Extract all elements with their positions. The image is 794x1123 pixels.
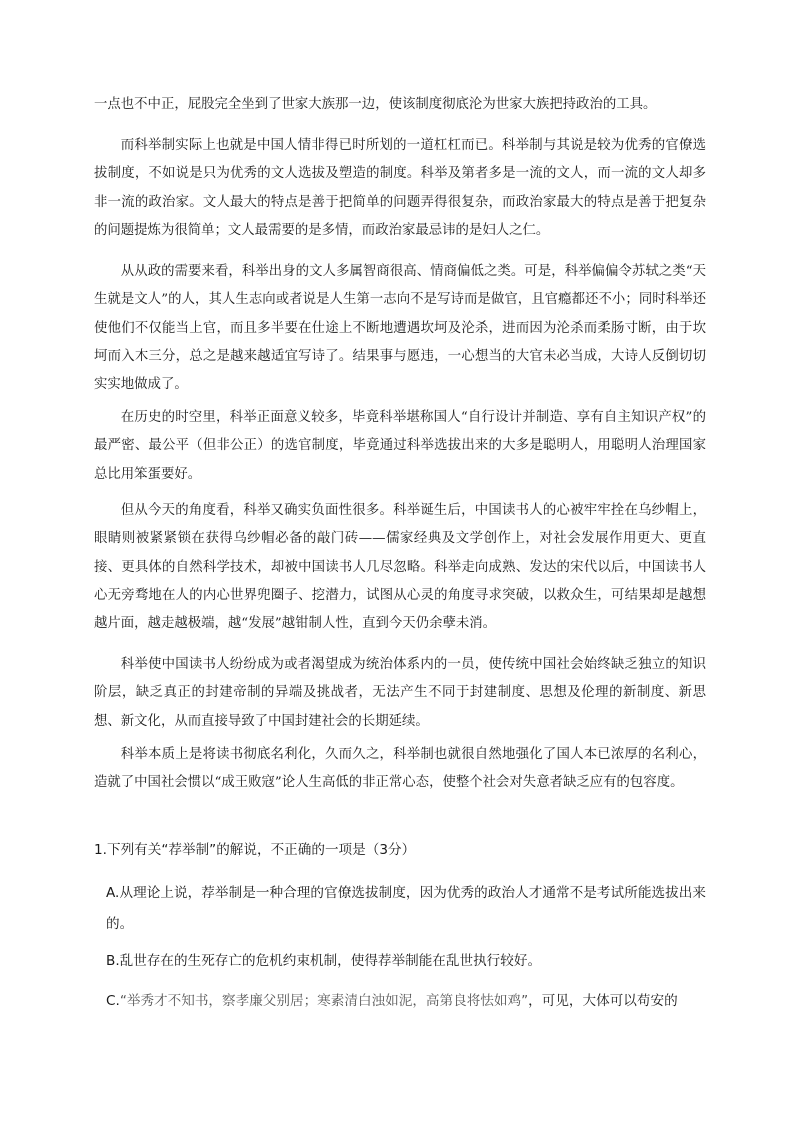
paragraph-3: 从从政的需要来看，科举出身的文人多属智商很高、情商偏低之类。可是，科举偏偏令苏轼之类“天生就是文人”的人，其人生志向或者说是人生第一志向不是写诗而是做官，且官瘾都还不小；同时科举还使他们不仅能当上官，而且多半要在仕途上不断地遭遇坎坷及沦杀，进而因为沦杀而柔肠寸断，由于坎坷而入木三分，总之是越来越适宜写诗了。结果事与愿违，一心想当的大官未必当成，大诗人反倒切切实实地做成了。 [94,264,706,393]
option-c-quote: “举秀才不知书，察孝廉父别居；寒素清白浊如泥，高第良将怯如鸡” [119,993,529,1009]
question-stem: 1.下列有关“荐举制”的解说，不正确的一项是（3分） [94,842,416,858]
option-a-label: A. [106,885,120,901]
option-c-text: ，可见，大体可以苟安的 [528,993,678,1009]
option-c-label: C. [106,993,120,1009]
paragraph-5: 但从今天的角度看，科举又确实负面性很多。科举诞生后，中国读书人的心被牢牢拴在乌纱帽上，眼睛则被紧紧锁在获得乌纱帽必备的敲门砖——儒家经典及文学创作上，对社会发展作用更大、更直接、更具体的自然科学技术，却被中国读书人几尽忽略。科举走向成熟、发达的宋代以后，中国读书人心无旁骛地在人的内心世界兜圈子、挖潜力，试图从心灵的角度寻求突破，以救众生，可结果却是越想越片面，越走越极端，越“发展”越钳制人性，直到今天仍余孽未消。 [94,503,706,632]
paragraph-6: 科举使中国读书人纷纷成为或者渴望成为统治体系内的一员，使传统中国社会始终缺乏独立的知识阶层，缺乏真正的封建帝制的异端及挑战者，无法产生不同于封建制度、思想及伦理的新制度、新思想、新文化，从而直接导致了中国封建社会的长期延续。 [94,657,706,729]
option-c [106,986,706,1017]
option-a [106,878,706,940]
option-b-text: 乱世存在的生死存亡的危机约束机制，使得荐举制能在乱世执行较好。 [119,953,542,969]
paragraph-4: 在历史的时空里，科举正面意义较多，毕竟科举堪称国人“自行设计并制造、享有自主知识产权”的最严密、最公平（但非公正）的选官制度，毕竟通过科举选拔出来的大多是聪明人，用聪明人治理国家总比用笨蛋要好。 [94,410,706,482]
paragraph-7: 科举本质上是将读书彻底名利化，久而久之，科举制也就很自然地强化了国人本已浓厚的名利心，造就了中国社会惯以“成王败寇”论人生高低的非正常心态，使整个社会对失意者缺乏应有的包容度。 [94,747,706,791]
paragraph-1: 一点也不中正，屁股完全坐到了世家大族那一边，使该制度彻底沦为世家大族把持政治的工具。 [94,97,657,112]
option-a-text: 从理论上说，荐举制是一种合理的官僚选拔制度，因为优秀的政治人才通常不是考试所能选拔出来的。 [106,885,706,932]
option-b-label: B. [106,953,120,969]
option-b [106,946,706,977]
paragraph-2: 而科举制实际上也就是中国人情非得已时所划的一道杠杠而已。科举制与其说是较为优秀的官僚选拔制度，不如说是只为优秀的文人选拔及塑造的制度。科举及第者多是一流的文人，而一流的文人却多非一流的政治家。文人最大的特点是善于把简单的问题弄得很复杂，而政治家最大的特点是善于把复杂的问题提炼为很简单；文人最需要的是多情，而政治家最忌讳的是妇人之仁。 [94,138,706,238]
